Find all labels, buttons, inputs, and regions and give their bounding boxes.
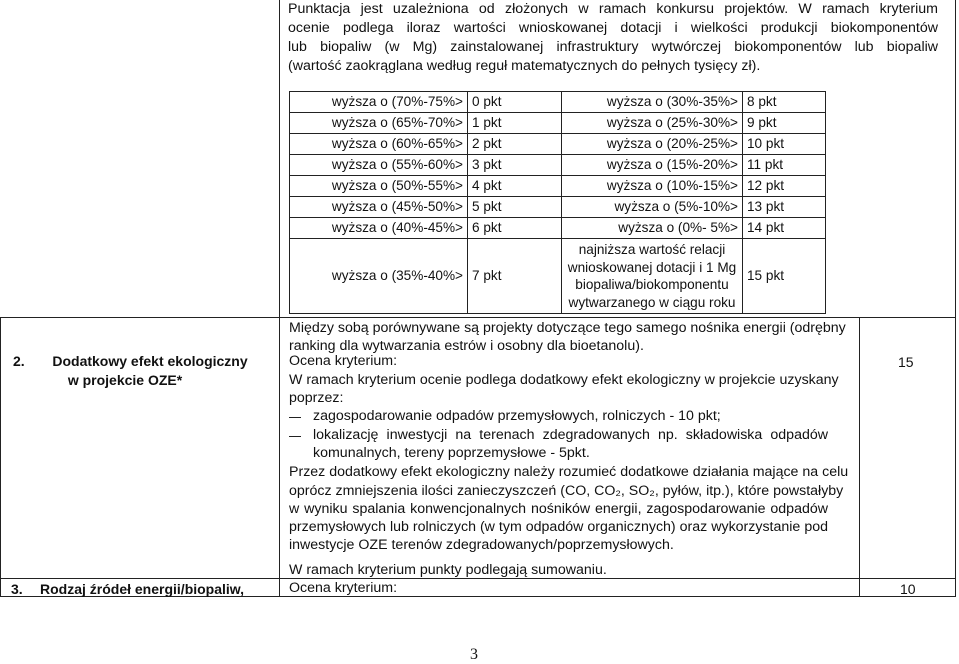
right-points-cell: 10 pkt [743,134,826,155]
column-divider-1 [279,317,280,597]
left-points-cell: 2 pkt [468,134,562,155]
summing-line: W ramach kryterium punkty podlegają sumowaniu. [289,562,607,578]
definition-line-2: oprócz zmniejszenia ilości zanieczyszczeń (CO, CO₂, SO₂, pyłów, itp.), które powstałyby [289,483,844,499]
left-range-cell: wyższa o (35%-40%> [290,239,468,314]
criterion-2-number: 2. [13,353,25,369]
lowest-relation-line-2: wnioskowanej dotacji i 1 Mg [567,259,737,275]
lowest-relation-cell [562,239,743,314]
criterion-3-number: 3. [11,581,23,597]
definition-line-5: inwestycje OZE terenów zdegradowanych/poprzemysłowych. [289,537,674,553]
table-row [290,197,826,218]
definition-line-1: Przez dodatkowy efekt ekologiczny należy rozumieć dodatkowe działania mające na celu [289,464,849,480]
right-range-cell: wyższa o (15%-20%> [562,155,743,176]
left-range-cell: wyższa o (40%-45%> [290,218,468,239]
left-points-cell: 1 pkt [468,113,562,134]
right-range-cell: wyższa o (10%-15%> [562,176,743,197]
left-points-cell: 4 pkt [468,176,562,197]
frame-outer-right [955,317,956,597]
criterion-2-name-line-2: w projekcie OZE* [67,372,183,388]
intro-line-3: lub biopaliw (w Mg) zainstalowanej infrastruktury wytwórczej biokomponentów lub biopaliw [288,39,938,55]
left-range-cell: wyższa o (60%-65%> [290,134,468,155]
table-row [290,113,826,134]
assessment-label: Ocena kryterium: [289,353,398,369]
bullet-2-line-1: lokalizację inwestycji na terenach zdegradowanych np. składowiska odpadów [313,427,828,443]
definition-line-4: przemysłowych lub rolniczych (w tym odpadów organicznych) oraz wykorzystanie pod [289,519,828,535]
criterion-2-points: 15 [898,354,914,370]
assessment-line-1: W ramach kryterium ocenie podlega dodatkowy efekt ekologiczny w projekcie uzyskany [289,372,839,388]
table-row [290,92,826,113]
left-points-cell: 7 pkt [468,239,562,314]
criterion-3-assessment-label: Ocena kryterium: [289,580,398,596]
frame-outer-left [0,317,1,597]
frame-left-line-top [279,0,280,317]
right-points-cell: 9 pkt [743,113,826,134]
left-points-cell: 0 pkt [468,92,562,113]
lowest-relation-line-1: najniższa wartość relacji [578,242,726,257]
left-range-cell: wyższa o (70%-75%> [290,92,468,113]
right-points-cell: 11 pkt [743,155,826,176]
right-range-cell: wyższa o (30%-35%> [562,92,743,113]
left-range-cell: wyższa o (50%-55%> [290,176,468,197]
row-divider-2 [0,317,956,318]
table-row [290,218,826,239]
criterion-3-name: Rodzaj źródeł energii/biopaliw, [40,581,245,597]
comparison-line-2: ranking dla wytwarzania estrów i osobny dla bioetanolu). [289,338,644,354]
right-points-cell: 12 pkt [743,176,826,197]
right-range-cell: wyższa o (0%- 5%> [562,218,743,239]
left-range-cell: wyższa o (45%-50%> [290,197,468,218]
right-points-cell: 14 pkt [743,218,826,239]
bullet-1-line-1: zagospodarowanie odpadów przemysłowych, rolniczych - 10 pkt; [313,408,721,424]
lowest-relation-line-3: biopaliwa/biokomponentu [575,277,729,292]
frame-right-line-top [955,0,956,317]
points-table [289,91,826,314]
table-row [290,134,826,155]
table-row [290,176,826,197]
table-row-last [290,239,826,314]
left-points-cell: 6 pkt [468,218,562,239]
definition-line-3: w wyniku spalania konwencjonalnych nośników energii, zagospodarowanie odpadów [289,501,828,517]
criterion-3-points: 10 [900,581,916,597]
right-range-cell: wyższa o (20%-25%> [562,134,743,155]
bullet-dash-icon [289,436,301,437]
right-points-cell: 13 pkt [743,197,826,218]
intro-line-4: (wartość zaokrąglana według reguł matematycznych do pełnych tysięcy zł). [288,58,761,74]
table-row [290,155,826,176]
left-range-cell: wyższa o (55%-60%> [290,155,468,176]
page-number: 3 [470,646,478,663]
intro-line-1: Punktacja jest uzależniona od złożonych w ramach konkursu projektów. W ramach kryterium [288,1,938,17]
left-range-cell: wyższa o (65%-70%> [290,113,468,134]
assessment-line-2: poprzez: [289,390,344,406]
right-points-cell: 8 pkt [743,92,826,113]
criterion-2-name-line-1: Dodatkowy efekt ekologiczny [52,353,248,369]
left-points-cell: 3 pkt [468,155,562,176]
lowest-relation-line-4: wytwarzanego w ciągu roku [568,294,736,310]
right-range-cell: wyższa o (5%-10%> [562,197,743,218]
right-range-cell: wyższa o (25%-30%> [562,113,743,134]
left-points-cell: 5 pkt [468,197,562,218]
intro-line-2: ocenie podlega iloraz wartości wnioskowanej dotacji i wielkości produkcji biokomponentów [288,20,938,36]
right-points-cell: 15 pkt [743,239,826,314]
column-divider-2 [859,317,860,597]
bullet-2-line-2: komunalnych, tereny poprzemysłowe - 5pkt. [313,445,590,461]
bullet-dash-icon [289,417,301,418]
comparison-line-1: Między sobą porównywane są projekty dotyczące tego samego nośnika energii (odrębny [289,320,846,336]
